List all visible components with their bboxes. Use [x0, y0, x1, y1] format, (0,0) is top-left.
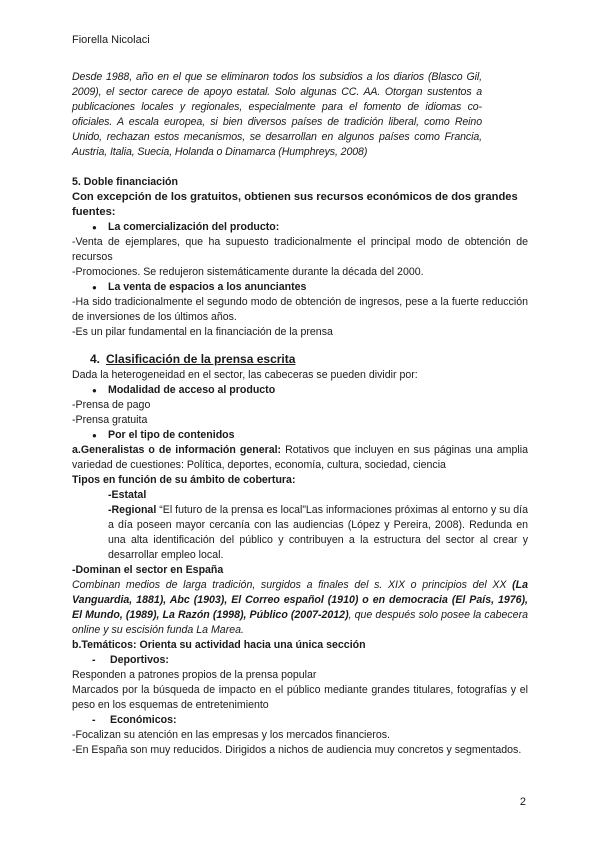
regional-paragraph	[108, 503, 528, 563]
bullet-dot-icon: ●	[92, 386, 97, 395]
bullet-label: La comercialización del producto:	[108, 221, 280, 233]
text-line: -Focalizan su atención en las empresas y los mercados financieros.	[72, 729, 390, 741]
section-5-lead: Con excepción de los gratuitos, obtienen sus recursos económicos de dos grandes fuentes:	[72, 191, 518, 218]
section-number: 4.	[90, 352, 101, 366]
dominan-text-2: , que después solo posee la cabecera online y su escisión funda La Marea.	[72, 609, 528, 636]
dominan-bold: (La Vanguardia, 1881), Abc (1903), El Correo español (1910) o en democracia (El País, 1976), El Mundo, (1989), La Razón (1998), Público (2007-2012)	[72, 579, 528, 621]
bullet-acceso	[92, 383, 528, 398]
section-title: Clasificación de la prensa escrita	[106, 352, 296, 366]
dominan-paragraph	[72, 578, 528, 638]
quote-paragraph: Desde 1988, año en el que se eliminaron todos los subsidios a los diarios (Blasco Gil, 2009), el sector carece de apoyo estatal. Solo algunas CC. AA. Otorgan sustentos a publicaciones locales y regionales, especialmente para el fomento de idiomas co-oficiales. A escala europea, si bien diversos países de tradición liberal, como Reino Unido, rechazan estos mecanismos, se desarrollan en algunos países como Francia, Austria, Italia, Suecia, Holanda o Dinamarca (Humphreys, 2008)	[72, 71, 482, 158]
dominan-heading: -Dominan el sector en España	[72, 564, 224, 576]
economicos-heading	[92, 713, 528, 728]
regional-label: -Regional	[108, 504, 157, 516]
estatal-label: -Estatal	[108, 489, 147, 501]
economicos-label: Económicos:	[110, 714, 177, 726]
bullet-label: La venta de espacios a los anunciantes	[108, 281, 307, 293]
bullet-label: Por el tipo de contenidos	[108, 429, 235, 441]
text-line: -Venta de ejemplares, que ha supuesto tradicionalmente el principal modo de obtención de recursos	[72, 236, 528, 263]
text-line: -Promociones. Se redujeron sistemáticamente durante la década del 2000.	[72, 266, 424, 278]
section-4-intro: Dada la heterogeneidad en el sector, las cabeceras se pueden dividir por:	[72, 369, 418, 381]
generalistas-text: Rotativos que incluyen en sus páginas una amplia variedad de cuestiones: Política, deportes, economía, cultura, sociedad, ciencia	[72, 444, 528, 471]
text-line: -Es un pilar fundamental en la financiación de la prensa	[72, 326, 333, 338]
bullet-anunciantes	[92, 280, 528, 295]
bullet-dot-icon: ●	[92, 431, 97, 440]
section-4-heading	[90, 350, 528, 368]
text-line: -Prensa gratuita	[72, 414, 148, 426]
bullet-label: Modalidad de acceso al producto	[108, 384, 276, 396]
text-line: Responden a patrones propios de la prensa popular	[72, 669, 317, 681]
dash-marker: -	[92, 654, 96, 666]
text-line: -En España son muy reducidos. Dirigidos a nichos de audiencia muy concretos y segmentados.	[72, 744, 522, 756]
generalistas-label: a.Generalistas o de información general:	[72, 444, 282, 456]
text-line: -Ha sido tradicionalmente el segundo modo de obtención de ingresos, pese a la fuerte reducción de inversiones de los últimos años.	[72, 296, 528, 323]
header-author: Fiorella Nicolaci	[72, 34, 150, 46]
section-5-title: 5. Doble financiación	[72, 176, 178, 188]
deportivos-label: Deportivos:	[110, 654, 169, 666]
deportivos-heading	[92, 653, 528, 668]
bullet-comercializacion	[92, 220, 528, 235]
text-line: -Prensa de pago	[72, 399, 151, 411]
dominan-text-1: Combinan medios de larga tradición, surgidos a finales del s. XIX o principios del XX	[72, 579, 513, 591]
bullet-tipo	[92, 428, 528, 443]
dash-marker: -	[92, 714, 96, 726]
tematicos-heading: b.Temáticos: Orienta su actividad hacia una única sección	[72, 639, 366, 651]
tipos-heading: Tipos en función de su ámbito de cobertura:	[72, 474, 296, 486]
bullet-dot-icon: ●	[92, 223, 97, 232]
page-content	[72, 70, 528, 758]
generalistas-paragraph	[72, 443, 528, 473]
page-number: 2	[519, 796, 526, 808]
bullet-dot-icon: ●	[92, 283, 97, 292]
regional-text: “El futuro de la prensa es local”Las informaciones próximas al entorno y su día a día poseen mayor cercanía con las audiencias (López y Pereira, 2008). Redunda en una alta identificación del público y contribuyen a la estructura del sector al crear y desarrollar empleo local.	[108, 504, 528, 561]
text-line: Marcados por la búsqueda de impacto en el público mediante grandes titulares, fotografías y el peso en los esquemas de entretenimiento	[72, 684, 528, 711]
